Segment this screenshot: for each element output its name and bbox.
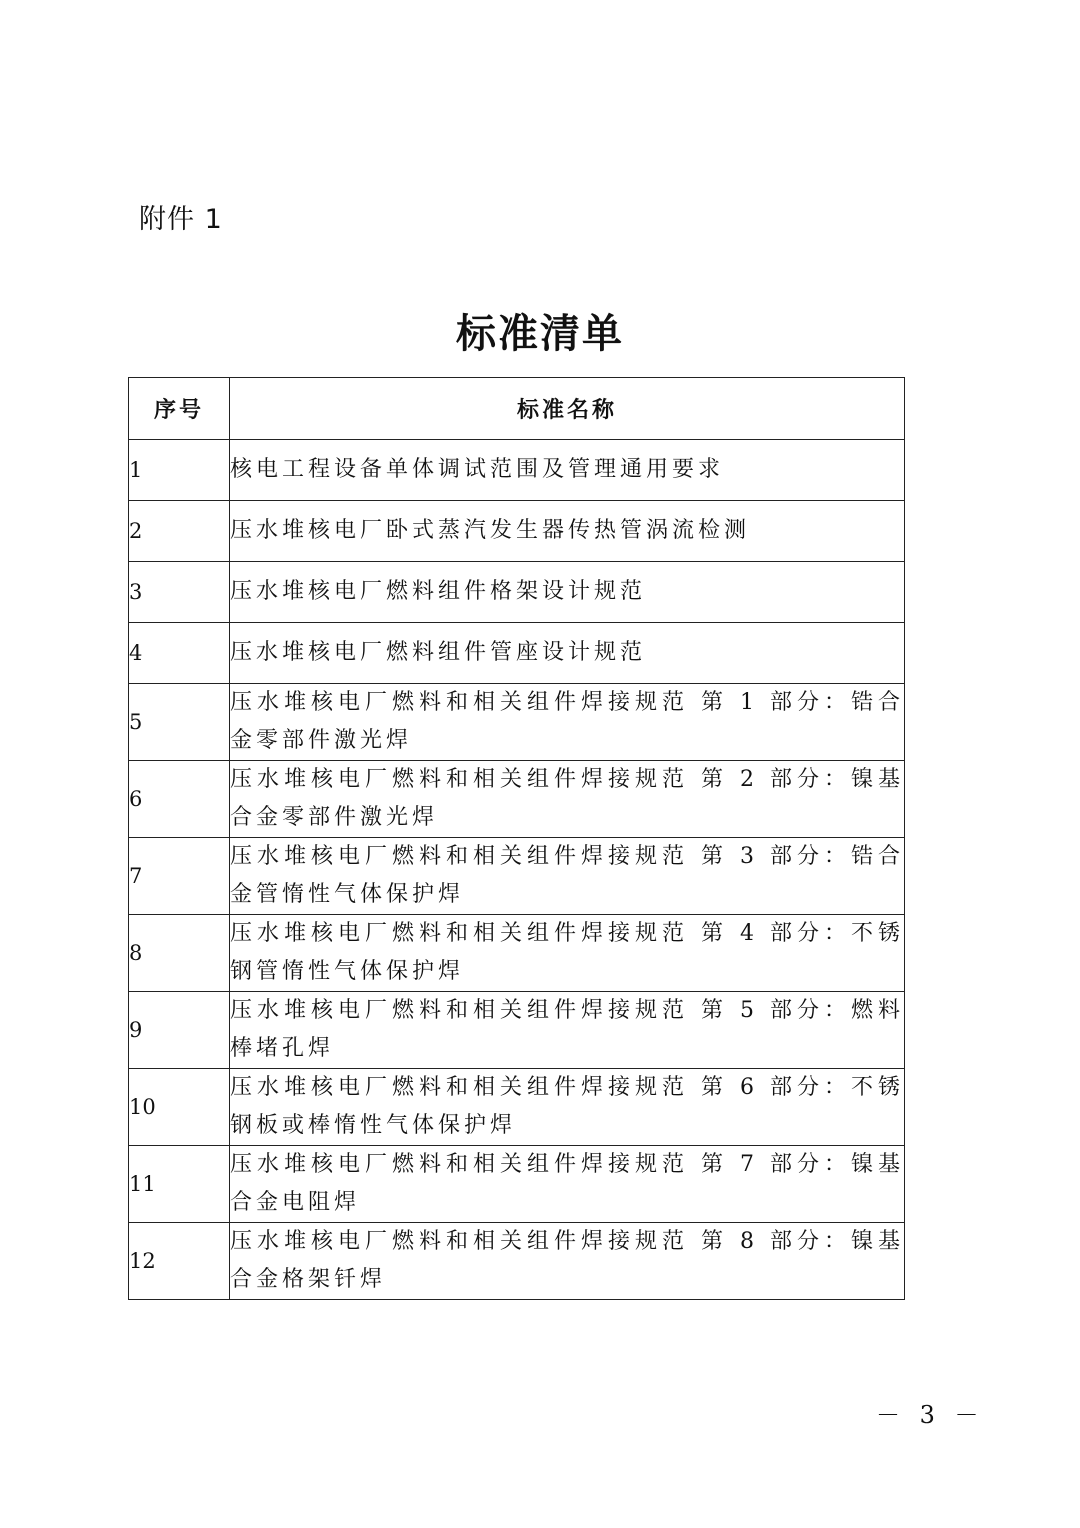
- standard-name: 核电工程设备单体调试范围及管理通用要求: [230, 440, 905, 501]
- document-title: 标准清单: [456, 310, 624, 357]
- page-number: － 3 －: [876, 1401, 985, 1429]
- standard-name: 压水堆核电厂卧式蒸汽发生器传热管涡流检测: [230, 501, 905, 562]
- row-number: 3: [129, 562, 230, 623]
- table-row: [129, 915, 905, 992]
- row-number: 7: [129, 838, 230, 915]
- table-row: [129, 623, 905, 684]
- row-number: 11: [129, 1146, 230, 1223]
- row-number: 5: [129, 684, 230, 761]
- table-header-row: [129, 378, 905, 440]
- row-number: 10: [129, 1069, 230, 1146]
- standard-name: 压水堆核电厂燃料和相关组件焊接规范 第 5 部分：燃料棒堵孔焊: [230, 992, 905, 1069]
- standard-name: 压水堆核电厂燃料和相关组件焊接规范 第 2 部分：镍基合金零部件激光焊: [230, 761, 905, 838]
- table-row: [129, 562, 905, 623]
- table-row: [129, 761, 905, 838]
- standards-table: [128, 377, 905, 1300]
- row-number: 6: [129, 761, 230, 838]
- attachment-label: 附件 1: [139, 204, 223, 235]
- row-number: 8: [129, 915, 230, 992]
- row-number: 1: [129, 440, 230, 501]
- table-row: [129, 440, 905, 501]
- row-number: 12: [129, 1223, 230, 1300]
- row-number: 2: [129, 501, 230, 562]
- column-header-number: 序号: [129, 378, 230, 440]
- standard-name: 压水堆核电厂燃料和相关组件焊接规范 第 4 部分：不锈钢管惰性气体保护焊: [230, 915, 905, 992]
- table-row: [129, 1223, 905, 1300]
- standard-name: 压水堆核电厂燃料组件格架设计规范: [230, 562, 905, 623]
- column-header-name: 标准名称: [230, 378, 905, 440]
- table-row: [129, 501, 905, 562]
- row-number: 4: [129, 623, 230, 684]
- standard-name: 压水堆核电厂燃料和相关组件焊接规范 第 1 部分：锆合金零部件激光焊: [230, 684, 905, 761]
- standard-name: 压水堆核电厂燃料和相关组件焊接规范 第 8 部分：镍基合金格架钎焊: [230, 1223, 905, 1300]
- standard-name: 压水堆核电厂燃料和相关组件焊接规范 第 7 部分：镍基合金电阻焊: [230, 1146, 905, 1223]
- standard-name: 压水堆核电厂燃料和相关组件焊接规范 第 3 部分：锆合金管惰性气体保护焊: [230, 838, 905, 915]
- table-row: [129, 1069, 905, 1146]
- row-number: 9: [129, 992, 230, 1069]
- standard-name: 压水堆核电厂燃料组件管座设计规范: [230, 623, 905, 684]
- table-row: [129, 684, 905, 761]
- standard-name: 压水堆核电厂燃料和相关组件焊接规范 第 6 部分：不锈钢板或棒惰性气体保护焊: [230, 1069, 905, 1146]
- table-row: [129, 992, 905, 1069]
- table-row: [129, 1146, 905, 1223]
- table-row: [129, 838, 905, 915]
